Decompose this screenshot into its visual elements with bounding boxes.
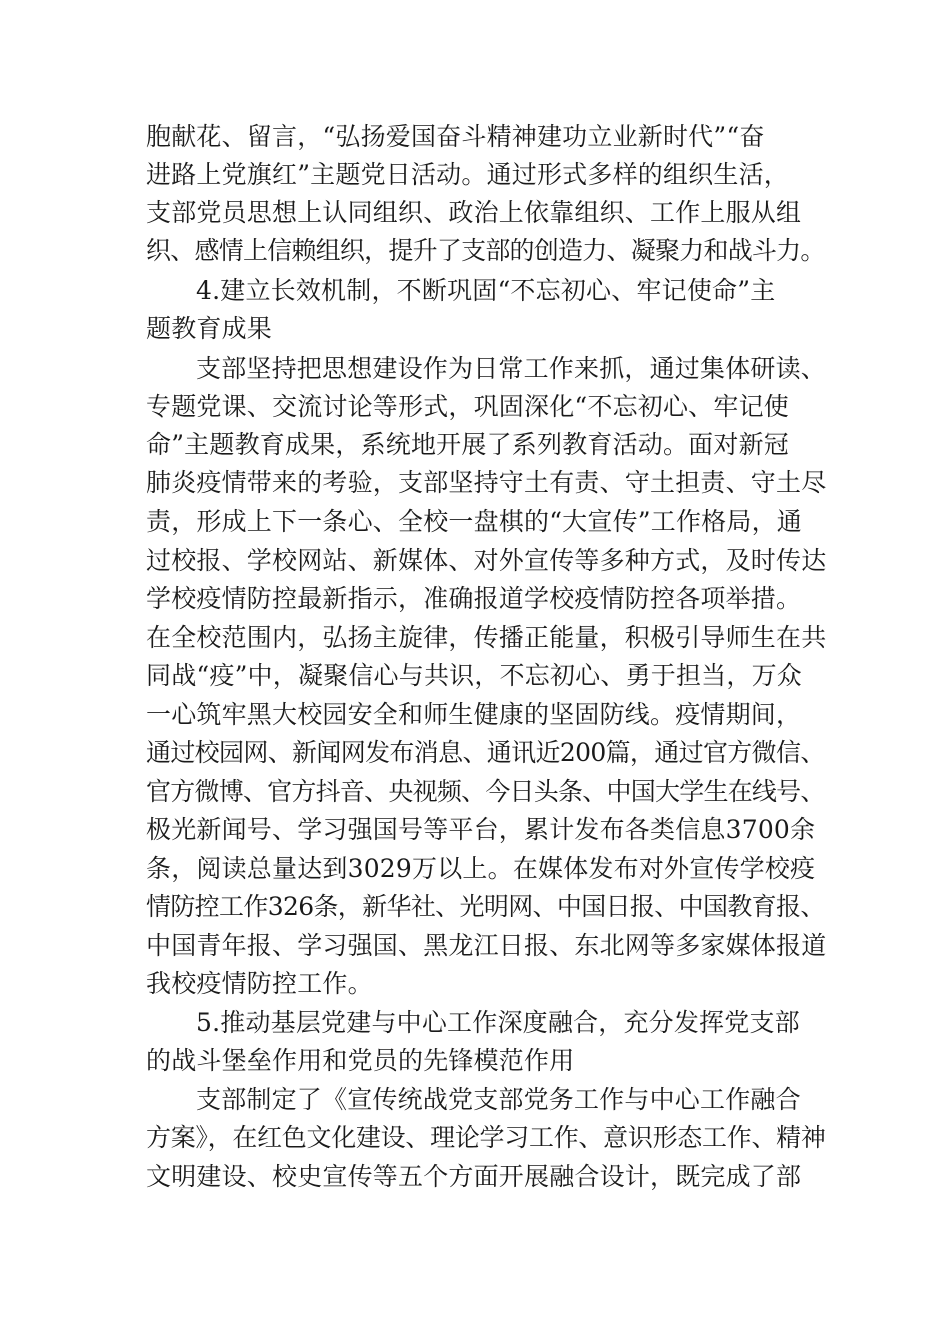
section-heading-line: 5.推动基层党建与中心工作深度融合，充分发挥党支部: [196, 1008, 800, 1037]
paragraph-line: 支部党员思想上认同组织、政治上依靠组织、工作上服从组: [146, 198, 802, 227]
paragraph-line: 同战“疫”中，凝聚信心与共识，不忘初心、勇于担当，万众: [146, 661, 802, 690]
paragraph-line: 胞献花、留言，“弘扬爱国奋斗精神建功立业新时代”“奋: [146, 122, 765, 151]
paragraph-line: 肺炎疫情带来的考验，支部坚持守土有责、守土担责、守土尽: [146, 468, 827, 497]
section-heading-line: 的战斗堡垒作用和党员的先锋模范作用: [146, 1046, 575, 1075]
paragraph-line: 织、感情上信赖组织，提升了支部的创造力、凝聚力和战斗力。: [146, 236, 825, 265]
paragraph-line: 在全校范围内，弘扬主旋律，传播正能量，积极引导师生在共: [146, 623, 827, 652]
section-heading-line: 题教育成果: [146, 314, 273, 343]
paragraph-line: 方案》，在红色文化建设、理论学习工作、意识形态工作、精神: [146, 1123, 826, 1152]
paragraph-line: 学校疫情防控最新指示，准确报道学校疫情防控各项举措。: [146, 584, 802, 613]
paragraph-line: 过校报、学校网站、新媒体、对外宣传等多种方式，及时传达: [146, 546, 827, 575]
paragraph-line: 我校疫情防控工作。: [146, 969, 373, 998]
paragraph-line: 支部坚持把思想建设作为日常工作来抓，通过集体研读、: [196, 354, 827, 383]
paragraph-line: 极光新闻号、学习强国号等平台，累计发布各类信息3700余: [146, 815, 816, 844]
paragraph-line: 专题党课、交流讨论等形式，巩固深化“不忘初心、牢记使: [146, 392, 789, 421]
paragraph-line: 通过校园网、新闻网发布消息、通讯近200篇，通过官方微信、: [146, 738, 825, 767]
section-heading-line: 4.建立长效机制，不断巩固“不忘初心、牢记使命”主: [196, 276, 776, 305]
paragraph-line: 情防控工作326条，新华社、光明网、中国日报、中国教育报、: [146, 892, 825, 921]
paragraph-line: 支部制定了《宣传统战党支部党务工作与中心工作融合: [196, 1085, 801, 1114]
paragraph-line: 责，形成上下一条心、全校一盘棋的“大宣传”工作格局，通: [146, 507, 802, 536]
paragraph-line: 进路上党旗红”主题党日活动。通过形式多样的组织生活，: [146, 160, 789, 189]
paragraph-line: 条，阅读总量达到3029万以上。在媒体发布对外宣传学校疫: [146, 854, 816, 883]
paragraph-line: 一心筑牢黑大校园安全和师生健康的坚固防线。疫情期间，: [146, 700, 802, 729]
paragraph-line: 文明建设、校史宣传等五个方面开展融合设计，既完成了部: [146, 1162, 802, 1191]
paragraph-line: 命”主题教育成果，系统地开展了系列教育活动。面对新冠: [146, 430, 789, 459]
paragraph-line: 官方微博、官方抖音、央视频、今日头条、中国大学生在线号、: [146, 777, 825, 806]
paragraph-line: 中国青年报、学习强国、黑龙江日报、东北网等多家媒体报道: [146, 931, 827, 960]
